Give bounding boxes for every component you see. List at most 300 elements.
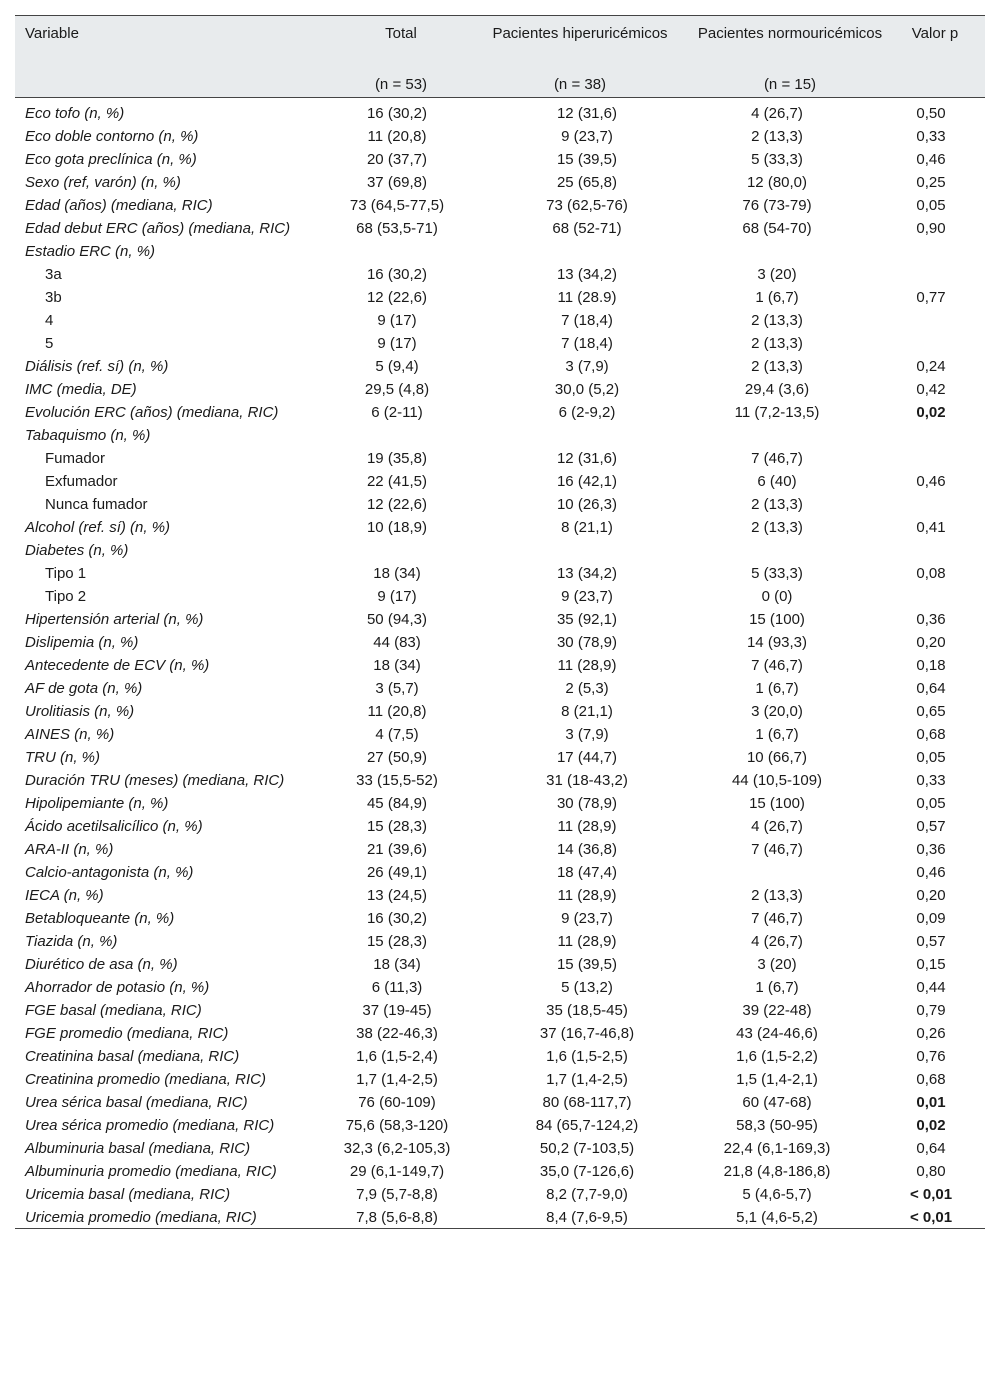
row-normouricemic: [682, 538, 872, 561]
row-variable: Alcohol (ref. sí) (n, %): [25, 519, 171, 536]
table-row: [15, 308, 985, 331]
row-total: 18 (34): [373, 657, 421, 674]
row-pvalue: 0,90: [916, 220, 946, 237]
row-hyperuricemic: 30 (78,9): [556, 634, 618, 651]
table-row: [15, 193, 985, 216]
table-row: [15, 170, 985, 193]
row-pvalue: 0,50: [916, 105, 946, 122]
results-table: [15, 15, 985, 1229]
row-hyperuricemic: [462, 423, 682, 446]
row-hyperuricemic: 14 (36,8): [556, 841, 618, 858]
row-pvalue: 0,33: [916, 772, 946, 789]
row-pvalue: [872, 423, 985, 446]
row-normouricemic: 5 (33,3): [751, 565, 803, 582]
table-row: [15, 216, 985, 239]
row-total: 68 (53,5-71): [356, 220, 438, 237]
table-row: [15, 791, 985, 814]
row-normouricemic: [682, 239, 872, 262]
row-normouricemic: 12 (80,0): [746, 174, 808, 191]
row-variable: FGE promedio (mediana, RIC): [25, 1025, 229, 1042]
row-hyperuricemic: 3 (7,9): [565, 358, 609, 375]
table-row: [15, 745, 985, 768]
row-variable: Urolitiasis (n, %): [25, 703, 135, 720]
row-pvalue: 0,05: [916, 749, 946, 766]
row-variable: IMC (media, DE): [25, 381, 137, 398]
row-hyperuricemic: 8,4 (7,6-9,5): [546, 1209, 628, 1226]
row-pvalue: 0,18: [916, 657, 946, 674]
row-total: 16 (30,2): [366, 910, 428, 927]
table-row: [15, 262, 985, 285]
row-total: 12 (22,6): [366, 289, 428, 306]
table-row: [15, 400, 985, 423]
row-normouricemic: 15 (100): [749, 795, 805, 812]
row-pvalue: 0,36: [916, 841, 946, 858]
row-variable: 3a: [45, 266, 62, 283]
row-pvalue: 0,15: [916, 956, 946, 973]
row-pvalue: 0,64: [916, 1140, 946, 1157]
row-total: 37 (69,8): [366, 174, 428, 191]
row-pvalue: 0,65: [916, 703, 946, 720]
row-variable: Exfumador: [45, 473, 118, 490]
row-total: 4 (7,5): [375, 726, 419, 743]
row-pvalue: [872, 308, 985, 331]
row-normouricemic: 43 (24-46,6): [736, 1025, 818, 1042]
row-total: 9 (17): [377, 335, 417, 352]
row-pvalue: [872, 262, 985, 285]
row-normouricemic: 1 (6,7): [755, 680, 799, 697]
row-total: 18 (34): [373, 956, 421, 973]
table-row: [15, 653, 985, 676]
row-normouricemic: 76 (73-79): [742, 197, 812, 214]
row-normouricemic: 4 (26,7): [751, 933, 803, 950]
row-normouricemic: 15 (100): [749, 611, 805, 628]
row-hyperuricemic: 12 (31,6): [556, 450, 618, 467]
row-pvalue: 0,02: [916, 1117, 946, 1134]
row-pvalue: [872, 492, 985, 515]
row-normouricemic: 2 (13,3): [751, 519, 803, 536]
row-pvalue: 0,05: [916, 795, 946, 812]
row-normouricemic: [682, 860, 872, 883]
table-row: [15, 860, 985, 883]
row-total: 5 (9,4): [375, 358, 419, 375]
row-total: 32,3 (6,2-105,3): [343, 1140, 451, 1157]
row-total: 75,6 (58,3-120): [345, 1117, 449, 1134]
row-hyperuricemic: 11 (28,9): [557, 933, 617, 950]
row-variable: Sexo (ref, varón) (n, %): [25, 174, 181, 191]
header-n-normouricemic: (n = 15): [763, 76, 817, 93]
row-variable: Eco gota preclínica (n, %): [25, 151, 197, 168]
row-pvalue: 0,36: [916, 611, 946, 628]
row-hyperuricemic: 16 (42,1): [556, 473, 618, 490]
row-total: 7,8 (5,6-8,8): [356, 1209, 438, 1226]
row-total: 3 (5,7): [375, 680, 419, 697]
row-normouricemic: 3 (20,0): [751, 703, 803, 720]
row-total: 38 (22-46,3): [356, 1025, 438, 1042]
table-body: [15, 98, 985, 1228]
row-hyperuricemic: 9 (23,7): [561, 588, 613, 605]
row-pvalue: [872, 239, 985, 262]
row-variable: Creatinina basal (mediana, RIC): [25, 1048, 240, 1065]
row-total: 10 (18,9): [366, 519, 428, 536]
row-pvalue: [872, 446, 985, 469]
row-hyperuricemic: 1,6 (1,5-2,5): [546, 1048, 628, 1065]
row-variable: Urea sérica basal (mediana, RIC): [25, 1094, 248, 1111]
table-row: [15, 561, 985, 584]
table-row: [15, 1067, 985, 1090]
table-row: [15, 446, 985, 469]
row-hyperuricemic: 31 (18-43,2): [546, 772, 628, 789]
row-variable: Creatinina promedio (mediana, RIC): [25, 1071, 266, 1088]
table-row: [15, 354, 985, 377]
row-normouricemic: 5,1 (4,6-5,2): [736, 1209, 818, 1226]
row-hyperuricemic: 5 (13,2): [561, 979, 613, 996]
row-hyperuricemic: 7 (18,4): [561, 312, 613, 329]
row-normouricemic: 4 (26,7): [751, 105, 803, 122]
row-normouricemic: 7 (46,7): [751, 841, 803, 858]
table-row: [15, 768, 985, 791]
row-total: 37 (19-45): [362, 1002, 432, 1019]
row-normouricemic: 39 (22-48): [742, 1002, 812, 1019]
table-row: [15, 607, 985, 630]
row-variable: Dislipemia (n, %): [25, 634, 139, 651]
row-total: 9 (17): [377, 588, 417, 605]
row-total: 20 (37,7): [366, 151, 428, 168]
row-variable: Evolución ERC (años) (mediana, RIC): [25, 404, 279, 421]
row-hyperuricemic: 25 (65,8): [556, 174, 618, 191]
row-variable: 3b: [45, 289, 62, 306]
row-normouricemic: 2 (13,3): [751, 358, 803, 375]
row-variable: 4: [45, 312, 54, 329]
row-pvalue: 0,26: [916, 1025, 946, 1042]
row-variable: Tiazida (n, %): [25, 933, 118, 950]
header-hyperuricemic: Pacientes hiperuricémicos: [492, 25, 668, 42]
row-normouricemic: 58,3 (50-95): [736, 1117, 818, 1134]
row-normouricemic: 1,5 (1,4-2,1): [736, 1071, 818, 1088]
row-hyperuricemic: 1,7 (1,4-2,5): [546, 1071, 628, 1088]
row-variable: Hipolipemiante (n, %): [25, 795, 169, 812]
row-total: 22 (41,5): [366, 473, 428, 490]
row-hyperuricemic: 7 (18,4): [561, 335, 613, 352]
row-total: 15 (28,3): [366, 933, 428, 950]
row-variable: Ahorrador de potasio (n, %): [25, 979, 210, 996]
header-n-hyperuricemic: (n = 38): [553, 76, 607, 93]
row-hyperuricemic: 3 (7,9): [565, 726, 609, 743]
row-total: 13 (24,5): [366, 887, 428, 904]
table-row: [15, 538, 985, 561]
row-total: [340, 538, 462, 561]
row-normouricemic: 2 (13,3): [751, 128, 803, 145]
row-pvalue: 0,68: [916, 1071, 946, 1088]
row-total: 9 (17): [377, 312, 417, 329]
row-normouricemic: 44 (10,5-109): [731, 772, 823, 789]
row-total: 6 (2-11): [371, 404, 423, 421]
row-normouricemic: 7 (46,7): [751, 657, 803, 674]
row-variable: Albuminuria basal (mediana, RIC): [25, 1140, 251, 1157]
row-pvalue: 0,25: [916, 174, 946, 191]
row-normouricemic: 21,8 (4,8-186,8): [723, 1163, 831, 1180]
row-normouricemic: 11 (7,2-13,5): [734, 404, 820, 421]
table-row: [15, 147, 985, 170]
row-pvalue: 0,64: [916, 680, 946, 697]
row-hyperuricemic: 13 (34,2): [556, 565, 618, 582]
row-hyperuricemic: 10 (26,3): [556, 496, 618, 513]
row-total: 50 (94,3): [366, 611, 428, 628]
row-variable: Uricemia basal (mediana, RIC): [25, 1186, 231, 1203]
row-hyperuricemic: 80 (68-117,7): [542, 1094, 632, 1111]
row-total: 33 (15,5-52): [356, 772, 438, 789]
row-variable: Calcio-antagonista (n, %): [25, 864, 194, 881]
table-row: [15, 883, 985, 906]
table-row: [15, 929, 985, 952]
row-pvalue: 0,80: [916, 1163, 946, 1180]
row-total: 21 (39,6): [366, 841, 428, 858]
row-variable: Fumador: [45, 450, 106, 467]
row-total: 12 (22,6): [366, 496, 428, 513]
table-bottom-rule: [15, 1228, 985, 1229]
row-total: 16 (30,2): [366, 266, 428, 283]
row-total: 11 (20,8): [367, 128, 427, 145]
row-total: 29 (6,1-149,7): [349, 1163, 445, 1180]
row-pvalue: 0,57: [916, 933, 946, 950]
row-hyperuricemic: 37 (16,7-46,8): [539, 1025, 635, 1042]
row-hyperuricemic: 12 (31,6): [556, 105, 618, 122]
row-pvalue: 0,79: [916, 1002, 946, 1019]
row-normouricemic: 2 (13,3): [751, 335, 803, 352]
row-total: 15 (28,3): [366, 818, 428, 835]
row-variable: Edad debut ERC (años) (mediana, RIC): [25, 220, 291, 237]
row-pvalue: [872, 584, 985, 607]
table-row: [15, 699, 985, 722]
row-total: 45 (84,9): [366, 795, 428, 812]
row-variable: Diabetes (n, %): [25, 542, 129, 559]
row-variable: AF de gota (n, %): [25, 680, 143, 697]
table-row: [15, 722, 985, 745]
table-row: [15, 906, 985, 929]
table-row: [15, 584, 985, 607]
table-row: [15, 377, 985, 400]
row-total: 76 (60-109): [358, 1094, 436, 1111]
row-hyperuricemic: 8,2 (7,7-9,0): [546, 1186, 628, 1203]
row-hyperuricemic: 18 (47,4): [556, 864, 618, 881]
row-variable: Tabaquismo (n, %): [25, 427, 151, 444]
table-row: [15, 814, 985, 837]
table-row: [15, 952, 985, 975]
table-row: [15, 1113, 985, 1136]
row-variable: AINES (n, %): [25, 726, 115, 743]
row-normouricemic: 60 (47-68): [742, 1094, 812, 1111]
row-pvalue: 0,20: [916, 634, 946, 651]
row-pvalue: [872, 331, 985, 354]
row-pvalue: 0,77: [916, 289, 946, 306]
row-pvalue: 0,44: [916, 979, 946, 996]
row-pvalue: 0,46: [916, 864, 946, 881]
row-pvalue: 0,24: [916, 358, 946, 375]
row-normouricemic: 0 (0): [761, 588, 793, 605]
row-variable: Albuminuria promedio (mediana, RIC): [25, 1163, 277, 1180]
row-pvalue: < 0,01: [909, 1209, 953, 1226]
row-variable: 5: [45, 335, 54, 352]
table-row: [15, 285, 985, 308]
row-total: 73 (64,5-77,5): [349, 197, 445, 214]
row-hyperuricemic: 15 (39,5): [556, 956, 618, 973]
row-normouricemic: 29,4 (3,6): [744, 381, 810, 398]
row-normouricemic: 3 (20): [757, 266, 797, 283]
row-hyperuricemic: 15 (39,5): [556, 151, 618, 168]
row-variable: Eco tofo (n, %): [25, 105, 125, 122]
row-total: 1,7 (1,4-2,5): [356, 1071, 438, 1088]
row-variable: Tipo 1: [45, 565, 87, 582]
table-row: [15, 1021, 985, 1044]
row-normouricemic: 2 (13,3): [751, 312, 803, 329]
row-normouricemic: 6 (40): [757, 473, 797, 490]
table-row: [15, 98, 985, 124]
row-hyperuricemic: 35 (92,1): [556, 611, 618, 628]
row-total: 18 (34): [373, 565, 421, 582]
row-hyperuricemic: 11 (28,9): [557, 818, 617, 835]
row-variable: Urea sérica promedio (mediana, RIC): [25, 1117, 275, 1134]
row-variable: Antecedente de ECV (n, %): [25, 657, 210, 674]
row-hyperuricemic: 13 (34,2): [556, 266, 618, 283]
table-row: [15, 124, 985, 147]
row-normouricemic: 4 (26,7): [751, 818, 803, 835]
row-variable: TRU (n, %): [25, 749, 100, 766]
row-hyperuricemic: 35,0 (7-126,6): [539, 1163, 635, 1180]
row-hyperuricemic: [462, 239, 682, 262]
table-row: [15, 239, 985, 262]
header-total: Total: [385, 25, 417, 42]
row-total: 1,6 (1,5-2,4): [356, 1048, 438, 1065]
row-normouricemic: 7 (46,7): [751, 450, 803, 467]
row-pvalue: 0,01: [916, 1094, 946, 1111]
row-pvalue: 0,68: [916, 726, 946, 743]
row-variable: Uricemia promedio (mediana, RIC): [25, 1209, 257, 1226]
row-total: 16 (30,2): [366, 105, 428, 122]
row-normouricemic: 2 (13,3): [751, 887, 803, 904]
row-hyperuricemic: 11 (28,9): [557, 657, 617, 674]
row-total: 11 (20,8): [367, 703, 427, 720]
row-variable: Edad (años) (mediana, RIC): [25, 197, 213, 214]
row-pvalue: 0,20: [916, 887, 946, 904]
row-pvalue: 0,41: [916, 519, 946, 536]
table-header: [15, 15, 985, 98]
table-row: [15, 1205, 985, 1228]
row-variable: IECA (n, %): [25, 887, 104, 904]
row-variable: Tipo 2: [45, 588, 87, 605]
row-total: [340, 239, 462, 262]
row-hyperuricemic: 11 (28,9): [557, 887, 617, 904]
row-variable: FGE basal (mediana, RIC): [25, 1002, 202, 1019]
row-hyperuricemic: 30,0 (5,2): [554, 381, 620, 398]
row-hyperuricemic: [462, 538, 682, 561]
row-normouricemic: 3 (20): [757, 956, 797, 973]
row-pvalue: 0,57: [916, 818, 946, 835]
row-normouricemic: 5 (4,6-5,7): [742, 1186, 812, 1203]
table-row: [15, 515, 985, 538]
table-row: [15, 1182, 985, 1205]
row-hyperuricemic: 35 (18,5-45): [546, 1002, 628, 1019]
header-normouricemic: Pacientes normouricémicos: [697, 25, 883, 42]
row-variable: Ácido acetilsalicílico (n, %): [25, 818, 203, 835]
header-variable: Variable: [25, 25, 79, 42]
table-row: [15, 1159, 985, 1182]
row-pvalue: 0,08: [916, 565, 946, 582]
row-hyperuricemic: 9 (23,7): [561, 910, 613, 927]
row-total: [340, 423, 462, 446]
row-hyperuricemic: 17 (44,7): [556, 749, 618, 766]
table-row: [15, 1136, 985, 1159]
row-normouricemic: 14 (93,3): [746, 634, 808, 651]
row-hyperuricemic: 8 (21,1): [561, 703, 613, 720]
row-variable: Eco doble contorno (n, %): [25, 128, 199, 145]
table-row: [15, 837, 985, 860]
table-row: [15, 1090, 985, 1113]
row-pvalue: 0,02: [916, 404, 946, 421]
row-variable: Estadio ERC (n, %): [25, 243, 156, 260]
row-total: 6 (11,3): [371, 979, 423, 996]
row-total: 44 (83): [373, 634, 421, 651]
table-row: [15, 492, 985, 515]
row-hyperuricemic: 9 (23,7): [561, 128, 613, 145]
row-total: 29,5 (4,8): [364, 381, 430, 398]
row-pvalue: 0,33: [916, 128, 946, 145]
row-total: 27 (50,9): [366, 749, 428, 766]
row-hyperuricemic: 84 (65,7-124,2): [535, 1117, 639, 1134]
table-row: [15, 630, 985, 653]
row-variable: Diurético de asa (n, %): [25, 956, 178, 973]
table-row: [15, 1044, 985, 1067]
row-normouricemic: 1 (6,7): [755, 979, 799, 996]
row-hyperuricemic: 8 (21,1): [561, 519, 613, 536]
row-normouricemic: [682, 423, 872, 446]
row-hyperuricemic: 11 (28.9): [557, 289, 617, 306]
row-total: 26 (49,1): [366, 864, 428, 881]
row-normouricemic: 10 (66,7): [746, 749, 808, 766]
row-hyperuricemic: 2 (5,3): [565, 680, 609, 697]
row-variable: Nunca fumador: [45, 496, 148, 513]
row-variable: Hipertensión arterial (n, %): [25, 611, 204, 628]
row-normouricemic: 1 (6,7): [755, 289, 799, 306]
row-normouricemic: 1 (6,7): [755, 726, 799, 743]
row-hyperuricemic: 30 (78,9): [556, 795, 618, 812]
row-normouricemic: 7 (46,7): [751, 910, 803, 927]
row-normouricemic: 22,4 (6,1-169,3): [723, 1140, 831, 1157]
row-variable: ARA-II (n, %): [25, 841, 114, 858]
table-row: [15, 423, 985, 446]
row-variable: Diálisis (ref. sí) (n, %): [25, 358, 169, 375]
table-row: [15, 676, 985, 699]
row-hyperuricemic: 6 (2-9,2): [558, 404, 616, 421]
table-row: [15, 975, 985, 998]
row-variable: Duración TRU (meses) (mediana, RIC): [25, 772, 285, 789]
table-row: [15, 469, 985, 492]
row-pvalue: 0,05: [916, 197, 946, 214]
row-hyperuricemic: 50,2 (7-103,5): [539, 1140, 635, 1157]
table-row: [15, 998, 985, 1021]
row-normouricemic: 1,6 (1,5-2,2): [736, 1048, 818, 1065]
row-pvalue: 0,09: [916, 910, 946, 927]
row-normouricemic: 5 (33,3): [751, 151, 803, 168]
row-pvalue: [872, 538, 985, 561]
row-hyperuricemic: 68 (52-71): [552, 220, 622, 237]
row-pvalue: 0,46: [916, 151, 946, 168]
row-pvalue: 0,42: [916, 381, 946, 398]
row-pvalue: 0,76: [916, 1048, 946, 1065]
table-row: [15, 331, 985, 354]
row-pvalue: 0,46: [916, 473, 946, 490]
header-pvalue: Valor p: [911, 25, 959, 42]
row-normouricemic: 2 (13,3): [751, 496, 803, 513]
row-pvalue: < 0,01: [909, 1186, 953, 1203]
